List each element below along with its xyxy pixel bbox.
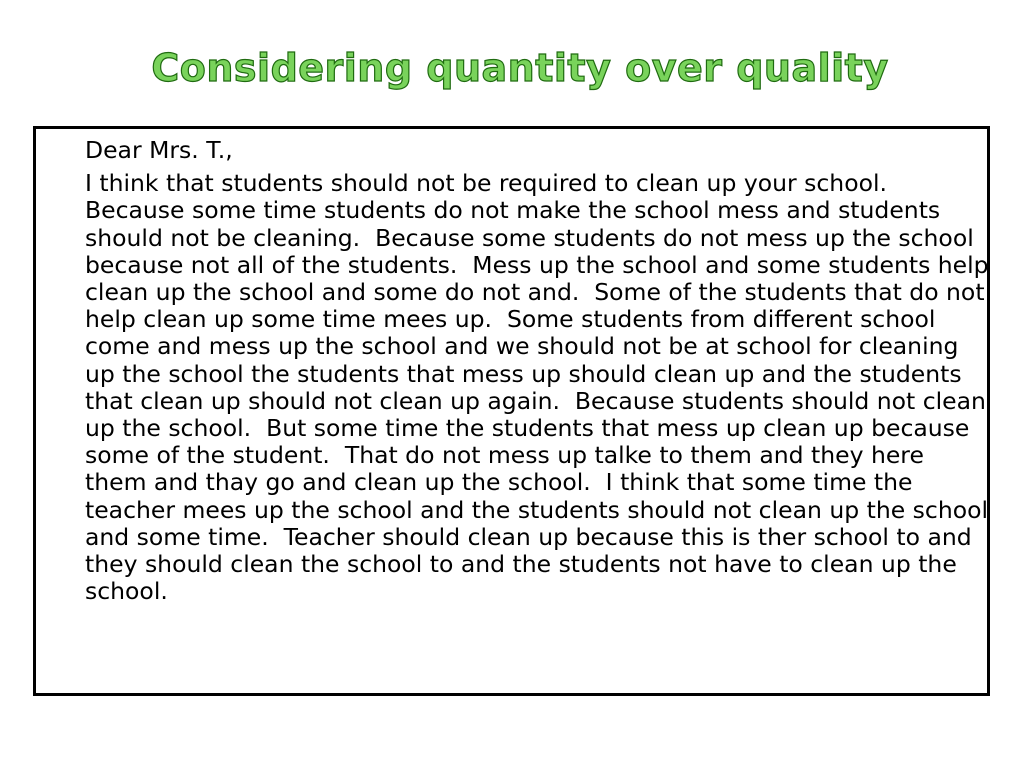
letter-text bbox=[85, 136, 997, 606]
letter-salutation: Dear Mrs. T., bbox=[85, 136, 233, 164]
letter-box bbox=[33, 126, 997, 696]
slide-title: Considering quantity over quality bbox=[151, 46, 889, 90]
letter-body: I think that students should not be required to clean up your school. Because some time students do not make the school mess and students should not be cleaning. Because some students do not mess up the school because not all of the students. Mess up the school and some students help clean up the school and some do not and. Some of the students that do not help clean up some time mees up. Some students from different school come and mess up the school and we should not be at school for cleaning up the school the students that mess up should clean up and the students that clean up should not clean up again. Because students should not clean up the school. But some time the students that mess up clean up because some of the student. That do not mess up talke to them and they here them and thay go and clean up the school. I think that some time the teacher mees up the school and the students should not clean up the school and some time. Teacher should clean up because this is ther school to and they should clean the school to and the students not have to clean up the school. bbox=[85, 169, 997, 606]
